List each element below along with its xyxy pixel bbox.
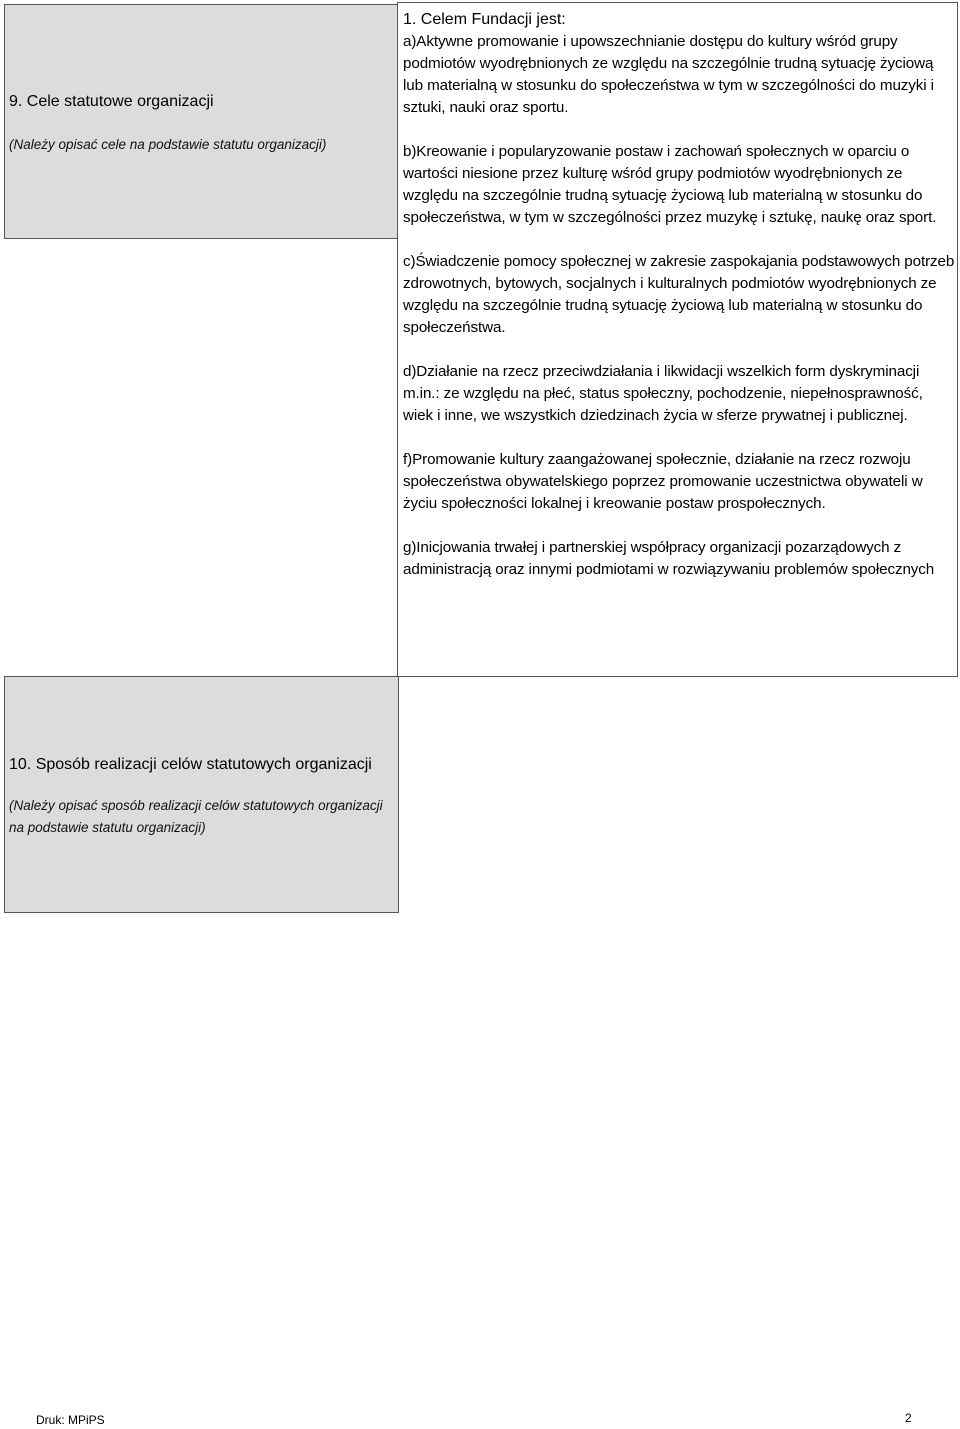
goal-a: a)Aktywne promowanie i upowszechnianie dostępu do kultury wśród grupy podmiotów wyodrębnionych ze względu na szczególnie trudną sytuację życiową lub materialną w stosunku do społeczeństwa w tym w szczególności do muzyki i sztuki, nauki oraz sportu. xyxy=(403,33,934,116)
footer-printer: Druk: MPiPS xyxy=(36,1413,105,1427)
goals-heading: 1. Celem Fundacji jest: xyxy=(403,11,566,28)
goal-c: c)Świadczenie pomocy społecznej w zakresie zaspokajania podstawowych potrzeb zdrowotnych, bytowych, socjalnych i kulturalnych podmiotów wyodrębnionych ze względu na szczególnie trudną sytuację życiową lub materialną w stosunku do społeczeństwa. xyxy=(403,253,955,336)
section-9-hint: (Należy opisać cele na podstawie statutu organizacji) xyxy=(9,137,327,152)
section-10-hint: (Należy opisać sposób realizacji celów statutowych organizacji na podstawie statutu organizacji) xyxy=(9,798,383,835)
page-number: 2 xyxy=(905,1411,912,1425)
section-9-content-box xyxy=(397,2,958,677)
section-10-title: 10. Sposób realizacji celów statutowych organizacji xyxy=(9,756,372,773)
section-9-title: 9. Cele statutowe organizacji xyxy=(9,93,214,110)
goal-d: d)Działanie na rzecz przeciwdziałania i likwidacji wszelkich form dyskryminacji m.in.: ze względu na płeć, status społeczny, pochodzenie, niepełnosprawność, wiek i inne, we wszystkich dziedzinach życia w sferze prywatnej i publicznej. xyxy=(403,363,923,424)
section-9-text xyxy=(403,9,955,581)
goal-g: g)Inicjowania trwałej i partnerskiej współpracy organizacji pozarządowych z administracją oraz innymi podmiotami w rozwiązywaniu problemów społecznych xyxy=(403,539,935,578)
goal-b: b)Kreowanie i popularyzowanie postaw i zachowań społecznych w oparciu o wartości niesione przez kulturę wśród grupy podmiotów wyodrębnionych ze względu na szczególnie trudną sytuację życiową lub materialną w stosunku do społeczeństwa, w tym w szczególności przez muzykę i sztukę, naukę oraz sport. xyxy=(403,143,937,226)
goal-f: f)Promowanie kultury zaangażowanej społecznie, działanie na rzecz rozwoju społeczeństwa obywatelskiego poprzez promowanie uczestnictwa obywateli w życiu społeczności lokalnej i kreowanie postaw prospołecznych. xyxy=(403,451,923,512)
section-9-label-box xyxy=(4,4,399,239)
section-10-label-box xyxy=(4,676,399,913)
